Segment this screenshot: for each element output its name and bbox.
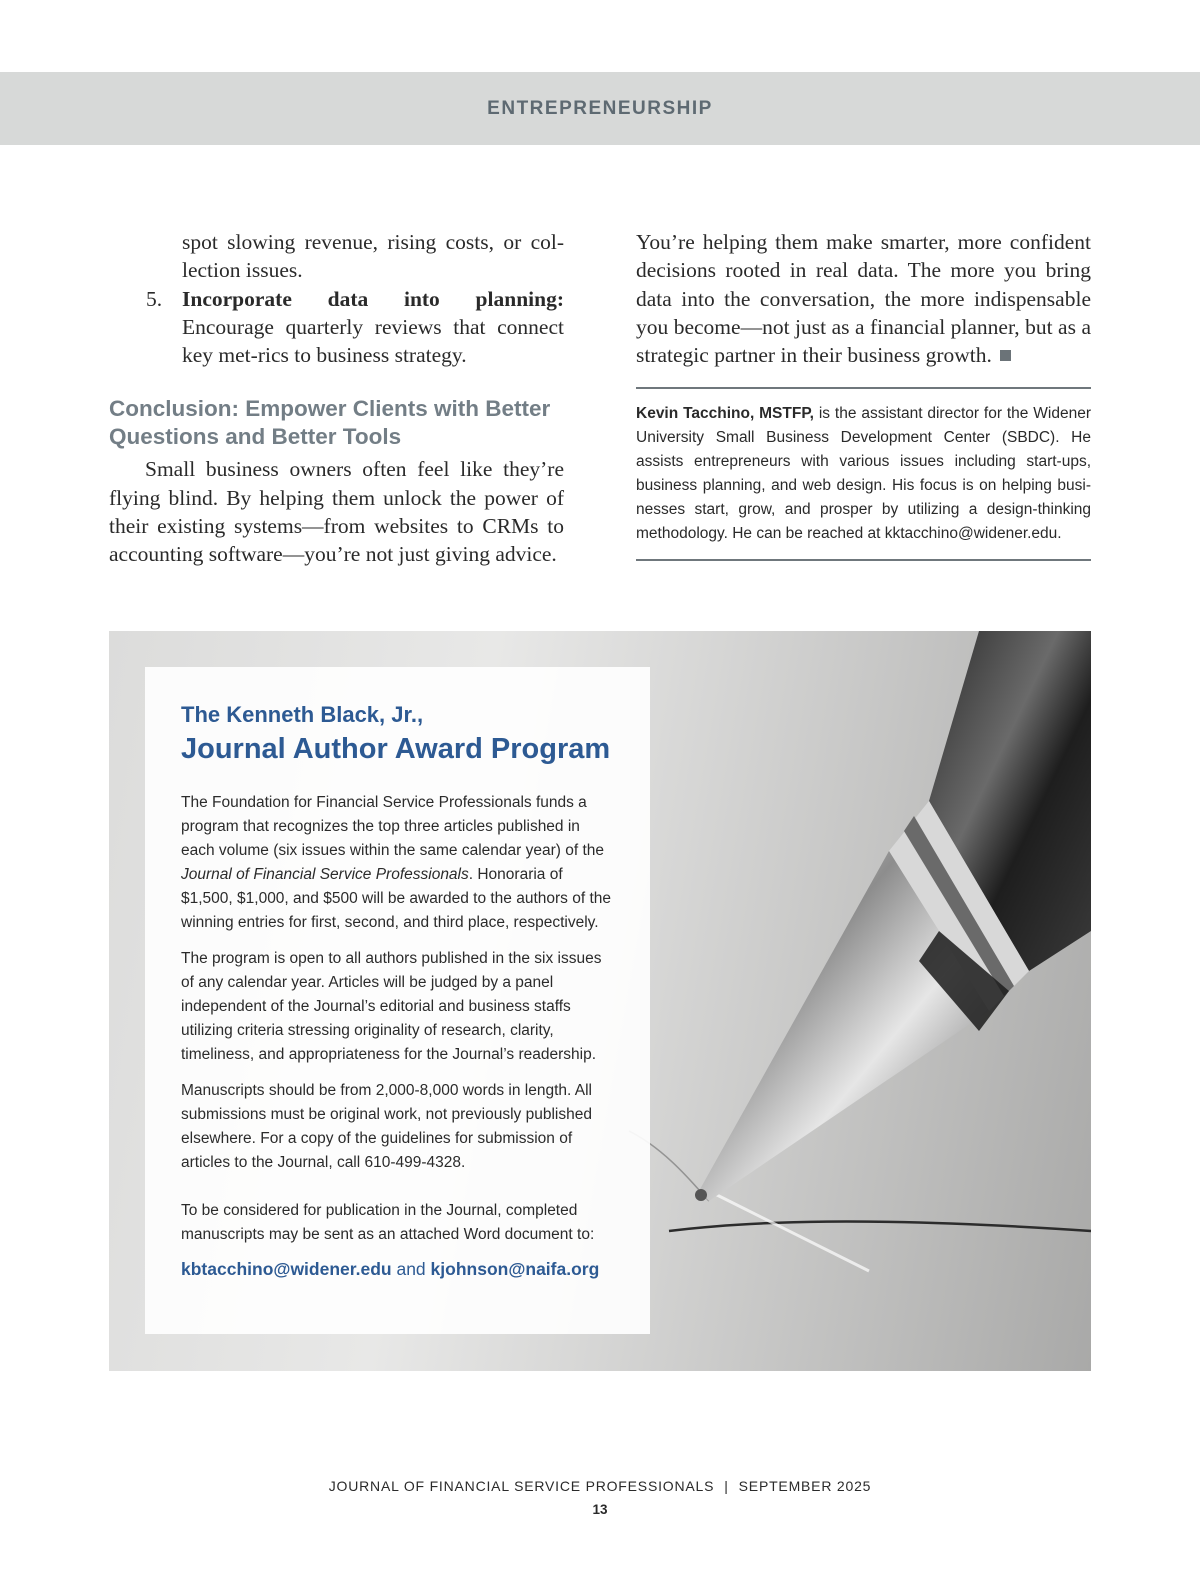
award-p1-after: . Honoraria of $1,500, $1,000, and $500 will be awarded to the authors of the winning entries for first, second, and third place, respectively. [181, 866, 612, 931]
award-program-card [145, 667, 650, 1334]
journal-title-italic: Journal of Financial Service Professionals [181, 866, 469, 883]
award-kicker: The Kenneth Black, Jr., [181, 702, 424, 727]
email-link-johnson[interactable]: kjohnson@naifa.org [430, 1259, 600, 1279]
page-footer [0, 1478, 1200, 1517]
right-column [636, 228, 1091, 561]
conclusion-heading: Conclusion: Empower Clients with Better Questions and Better Tools [109, 396, 551, 450]
award-paragraph-1 [181, 791, 614, 935]
continued-list-text: spot slowing revenue, rising costs, or col-lection issues. [182, 230, 564, 283]
award-title: Journal Author Award Program [181, 733, 611, 765]
award-paragraph-3: Manuscripts should be from 2,000-8,000 words in length. All submissions must be original work, not previously published elsewhere. For a copy of the guidelines for submission of articles to the Journal, call 610-499-4328. [181, 1082, 592, 1171]
list-item-text: Encourage quarterly reviews that connect key met-rics to business strategy. [182, 314, 564, 368]
closing-text: You’re helping them make smarter, more confident decisions rooted in real data. The more you bring data into the conversation, the more indispensable you become—not just as a financial planner, but as a strategic partner in their business growth. [636, 230, 1091, 368]
award-paragraph-2: The program is open to all authors published in the six issues of any calendar year. Articles will be judged by a panel independent of the Journal’s editorial and business staffs utilizing criteria stressing originality of research, clarity, timeliness, and appropriateness for the Journal’s readership. [181, 950, 602, 1063]
left-column [109, 228, 564, 569]
email-link-tacchino[interactable]: kbtacchino@widener.edu [181, 1259, 392, 1279]
list-number: 5. [146, 286, 163, 311]
fountain-pen-photo-panel [109, 631, 1091, 1371]
section-title: ENTREPRENEURSHIP [487, 97, 713, 119]
closing-paragraph [636, 228, 1091, 369]
list-item-5 [146, 285, 564, 370]
page-number: 13 [592, 1502, 608, 1517]
submission-emails [181, 1259, 614, 1280]
email-joiner: and [396, 1259, 426, 1279]
footer-journal-name: JOURNAL OF FINANCIAL SERVICE PROFESSIONALS [328, 1478, 715, 1494]
footer-issue-date: SEPTEMBER 2025 [738, 1478, 872, 1494]
end-of-article-mark [1000, 350, 1011, 361]
author-name: Kevin Tacchino, MSTFP, [636, 405, 814, 423]
author-bio-text: is the assistant director for the Widener University Small Business Development Center (SBDC). He assists entrepreneurs with various issues including start-ups, business planning, and web design. His focus is on helping busi-nesses start, grow, and prosper by utilizing a design-thinking methodology. He can be reached at kktacchino@widener.edu. [636, 405, 1091, 543]
footer-journal-line [0, 1478, 1200, 1494]
award-p1-before: The Foundation for Financial Service Professionals funds a program that recognizes the top three articles published in each volume (six issues within the same calendar year) of the [181, 794, 605, 859]
footer-separator: | [724, 1478, 729, 1494]
section-banner [0, 72, 1200, 145]
author-bio-box [636, 387, 1091, 561]
author-bio [636, 402, 1091, 546]
conclusion-paragraph: Small business owners often feel like they’re flying blind. By helping them unlock the power of their existing systems—from websites to CRMs to accounting software—you’re not just giving advice. [109, 457, 564, 567]
award-paragraph-4: To be considered for publication in the Journal, completed manuscripts may be sent as an attached Word document to: [181, 1202, 595, 1243]
list-item-bold-lead: Incorporate data into planning: [182, 286, 564, 311]
